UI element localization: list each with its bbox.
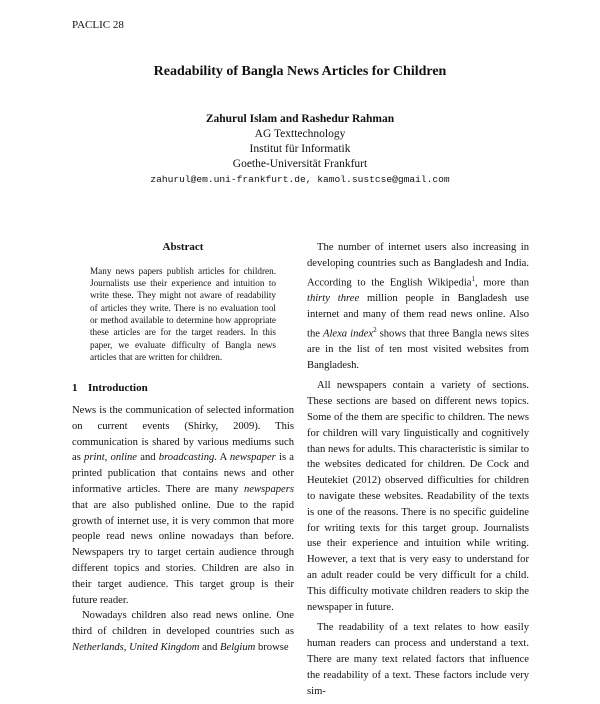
section-title: Introduction: [88, 382, 148, 395]
body-paragraph-2: All newspapers contain a variety of sections. These sections are based on different news topics. Some of the them are specific to children. The news for children will vary linguistically and cognitively than news for adults. This characteristic is similar to the websites dedicated for children. De Cock and Heutekiet (2012) observed difficulties for children to navigate these websites. Readability of the texts is one of the reasons. There is no specific guideline for writing texts for this target group. Journalists use their experience and intuition while writing. However, a text that is very easy to understand for an adult reader could be very difficult for a child. This difficulty motivate children readers to skip the newspaper in future.: [307, 380, 529, 613]
affiliation-line: Institut für Informatik: [249, 143, 351, 155]
author-names: Zahurul Islam and Rashedur Rahman: [205, 113, 395, 125]
footnote-marker: 2: [373, 325, 377, 334]
author-block: [0, 112, 600, 187]
venue-header: PACLIC 28: [72, 19, 124, 31]
section-heading-introduction: [72, 381, 294, 397]
section-number: 1: [72, 382, 78, 395]
left-column: [72, 240, 294, 656]
author-emails: zahurul@em.uni-frankfurt.de, kamol.sustcse@gmail.com: [150, 174, 450, 185]
intro-paragraph-1: News is the communication of selected information on current events (Shirky, 2009). This communication is shared by various mediums such as print, online and broadcasting. A newspaper is a printed publication that contains news and other informative articles. There are many newspapers that are also published online. Due to the rapid growth of internet use, it is very common that more people read news online nowadays than before. Newspapers try to target certain audience through different topics and stories. Children are also in their target audience. This target group is their future reader.: [72, 404, 294, 606]
abstract-heading: Abstract: [162, 241, 204, 253]
abstract-text: Many news papers publish articles for children. Journalists use their experience and intuition to write these. They might not aware of readability of articles they write. There is no evaluation tool or method available to determine how appropriate these articles are for the target readers. In this paper, we evaluate difficulty of Bangla news articles that are written for children.: [90, 265, 276, 362]
body-paragraph-3: The readability of a text relates to how easily human readers can process and understand a text. There are many text related factors that influence the readability of a text. These factors include very sim-: [307, 622, 529, 697]
paper-title: Readability of Bangla News Articles for Children: [153, 64, 447, 79]
right-column: [307, 240, 529, 704]
footnote-marker: 1: [471, 274, 475, 283]
affiliation-line: Goethe-Universität Frankfurt: [232, 158, 368, 170]
affiliation-line: AG Texttechnology: [254, 128, 346, 140]
body-paragraph-1: The number of internet users also increasing in developing countries such as Bangladesh and India. According to the English Wikipedia$^1$, more than thirty three million people in Bangladesh use internet and many of them read news online. Also the Alexa index$^2$ shows that three Bangla news sites are in the list of ten most visited websites from Bangladesh.: [307, 242, 529, 371]
intro-paragraph-2: Nowadays children also read news online. One third of children in developed countries such as Netherlands, United Kingdom and Belgium browse: [72, 610, 294, 653]
